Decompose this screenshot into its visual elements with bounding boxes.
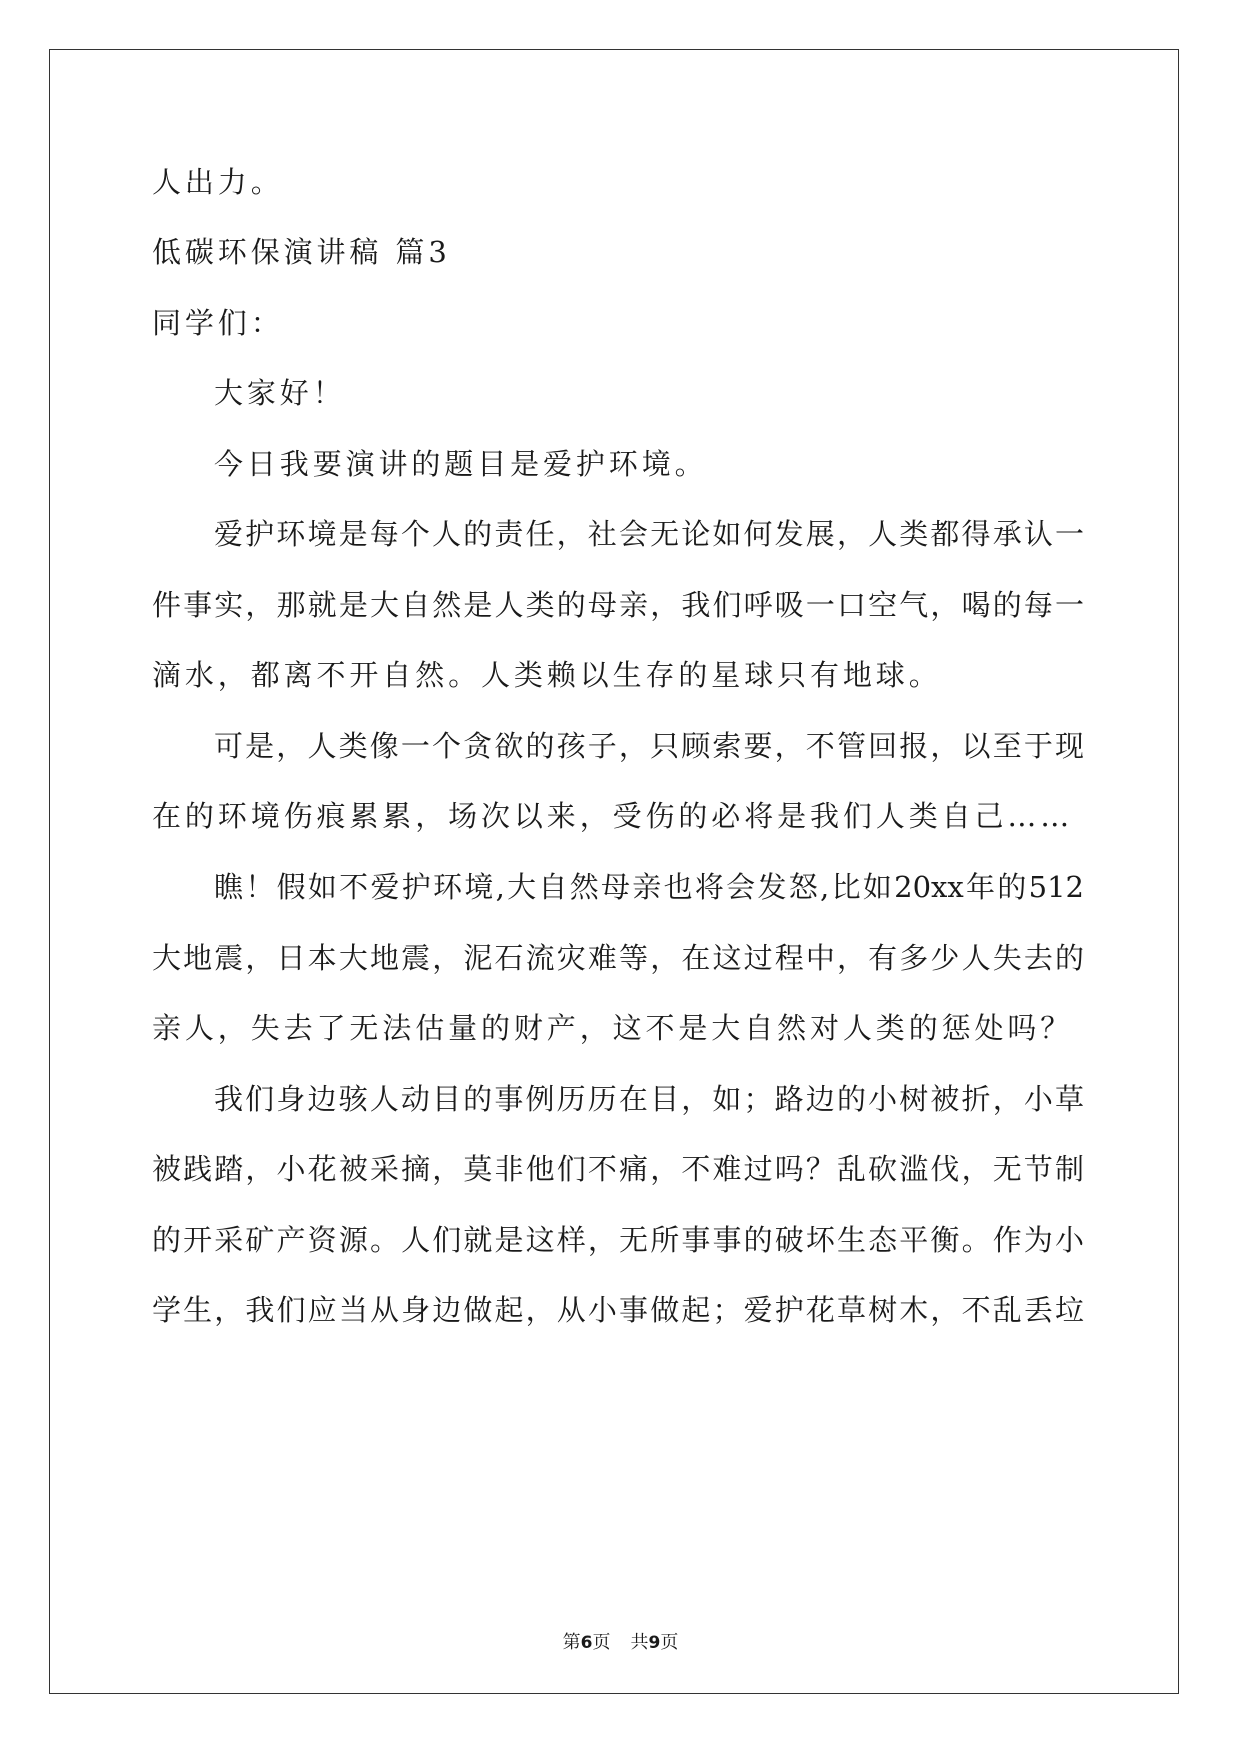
section-heading: 低碳环保演讲稿 篇3 [152, 235, 451, 269]
text-line-1: 人出力。 [152, 165, 284, 199]
paragraph-1-line-1: 爱护环境是每个人的责任，社会无论如何发展，人类都得承认一 [214, 517, 1084, 551]
paragraph-2-line-1: 可是，人类像一个贪欲的孩子，只顾索要，不管回报，以至于现 [214, 729, 1084, 763]
footer-total-suffix: 页 [660, 1632, 679, 1653]
greeting: 大家好！ [214, 376, 346, 410]
paragraph-4-line-1: 我们身边骇人动目的事例历历在目，如；路边的小树被折，小草 [214, 1082, 1084, 1116]
paragraph-4-line-4: 学生，我们应当从身边做起，从小事做起；爱护花草树木，不乱丢垃 [152, 1293, 1084, 1327]
paragraph-3-line-1: 瞧！假如不爱护环境,大自然母亲也将会发怒,比如20xx年的512 [214, 870, 1084, 904]
current-page-number: 6 [580, 1633, 593, 1653]
footer-prefix: 第 [562, 1632, 581, 1653]
paragraph-3-line-2: 大地震，日本大地震，泥石流灾难等，在这过程中，有多少人失去的 [152, 941, 1084, 975]
salutation: 同学们： [152, 306, 284, 340]
paragraph-4-line-3: 的开采矿产资源。人们就是这样，无所事事的破坏生态平衡。作为小 [152, 1223, 1084, 1257]
paragraph-4-line-2: 被践踏，小花被采摘，莫非他们不痛，不难过吗？乱砍滥伐，无节制 [152, 1152, 1084, 1186]
paragraph-2-line-2: 在的环境伤痕累累，场次以来，受伤的必将是我们人类自己…… [152, 799, 1074, 833]
footer-total-prefix: 共 [630, 1632, 649, 1653]
topic-line: 今日我要演讲的题目是爱护环境。 [214, 447, 708, 481]
total-page-number: 9 [648, 1633, 661, 1653]
page-footer [0, 1631, 1241, 1655]
footer-page-suffix: 页 [592, 1632, 611, 1653]
paragraph-1-line-2: 件事实，那就是大自然是人类的母亲，我们呼吸一口空气，喝的每一 [152, 588, 1084, 622]
paragraph-1-line-3: 滴水，都离不开自然。人类赖以生存的星球只有地球。 [152, 658, 942, 692]
paragraph-3-line-3: 亲人，失去了无法估量的财产，这不是大自然对人类的惩处吗？ [152, 1011, 1074, 1045]
